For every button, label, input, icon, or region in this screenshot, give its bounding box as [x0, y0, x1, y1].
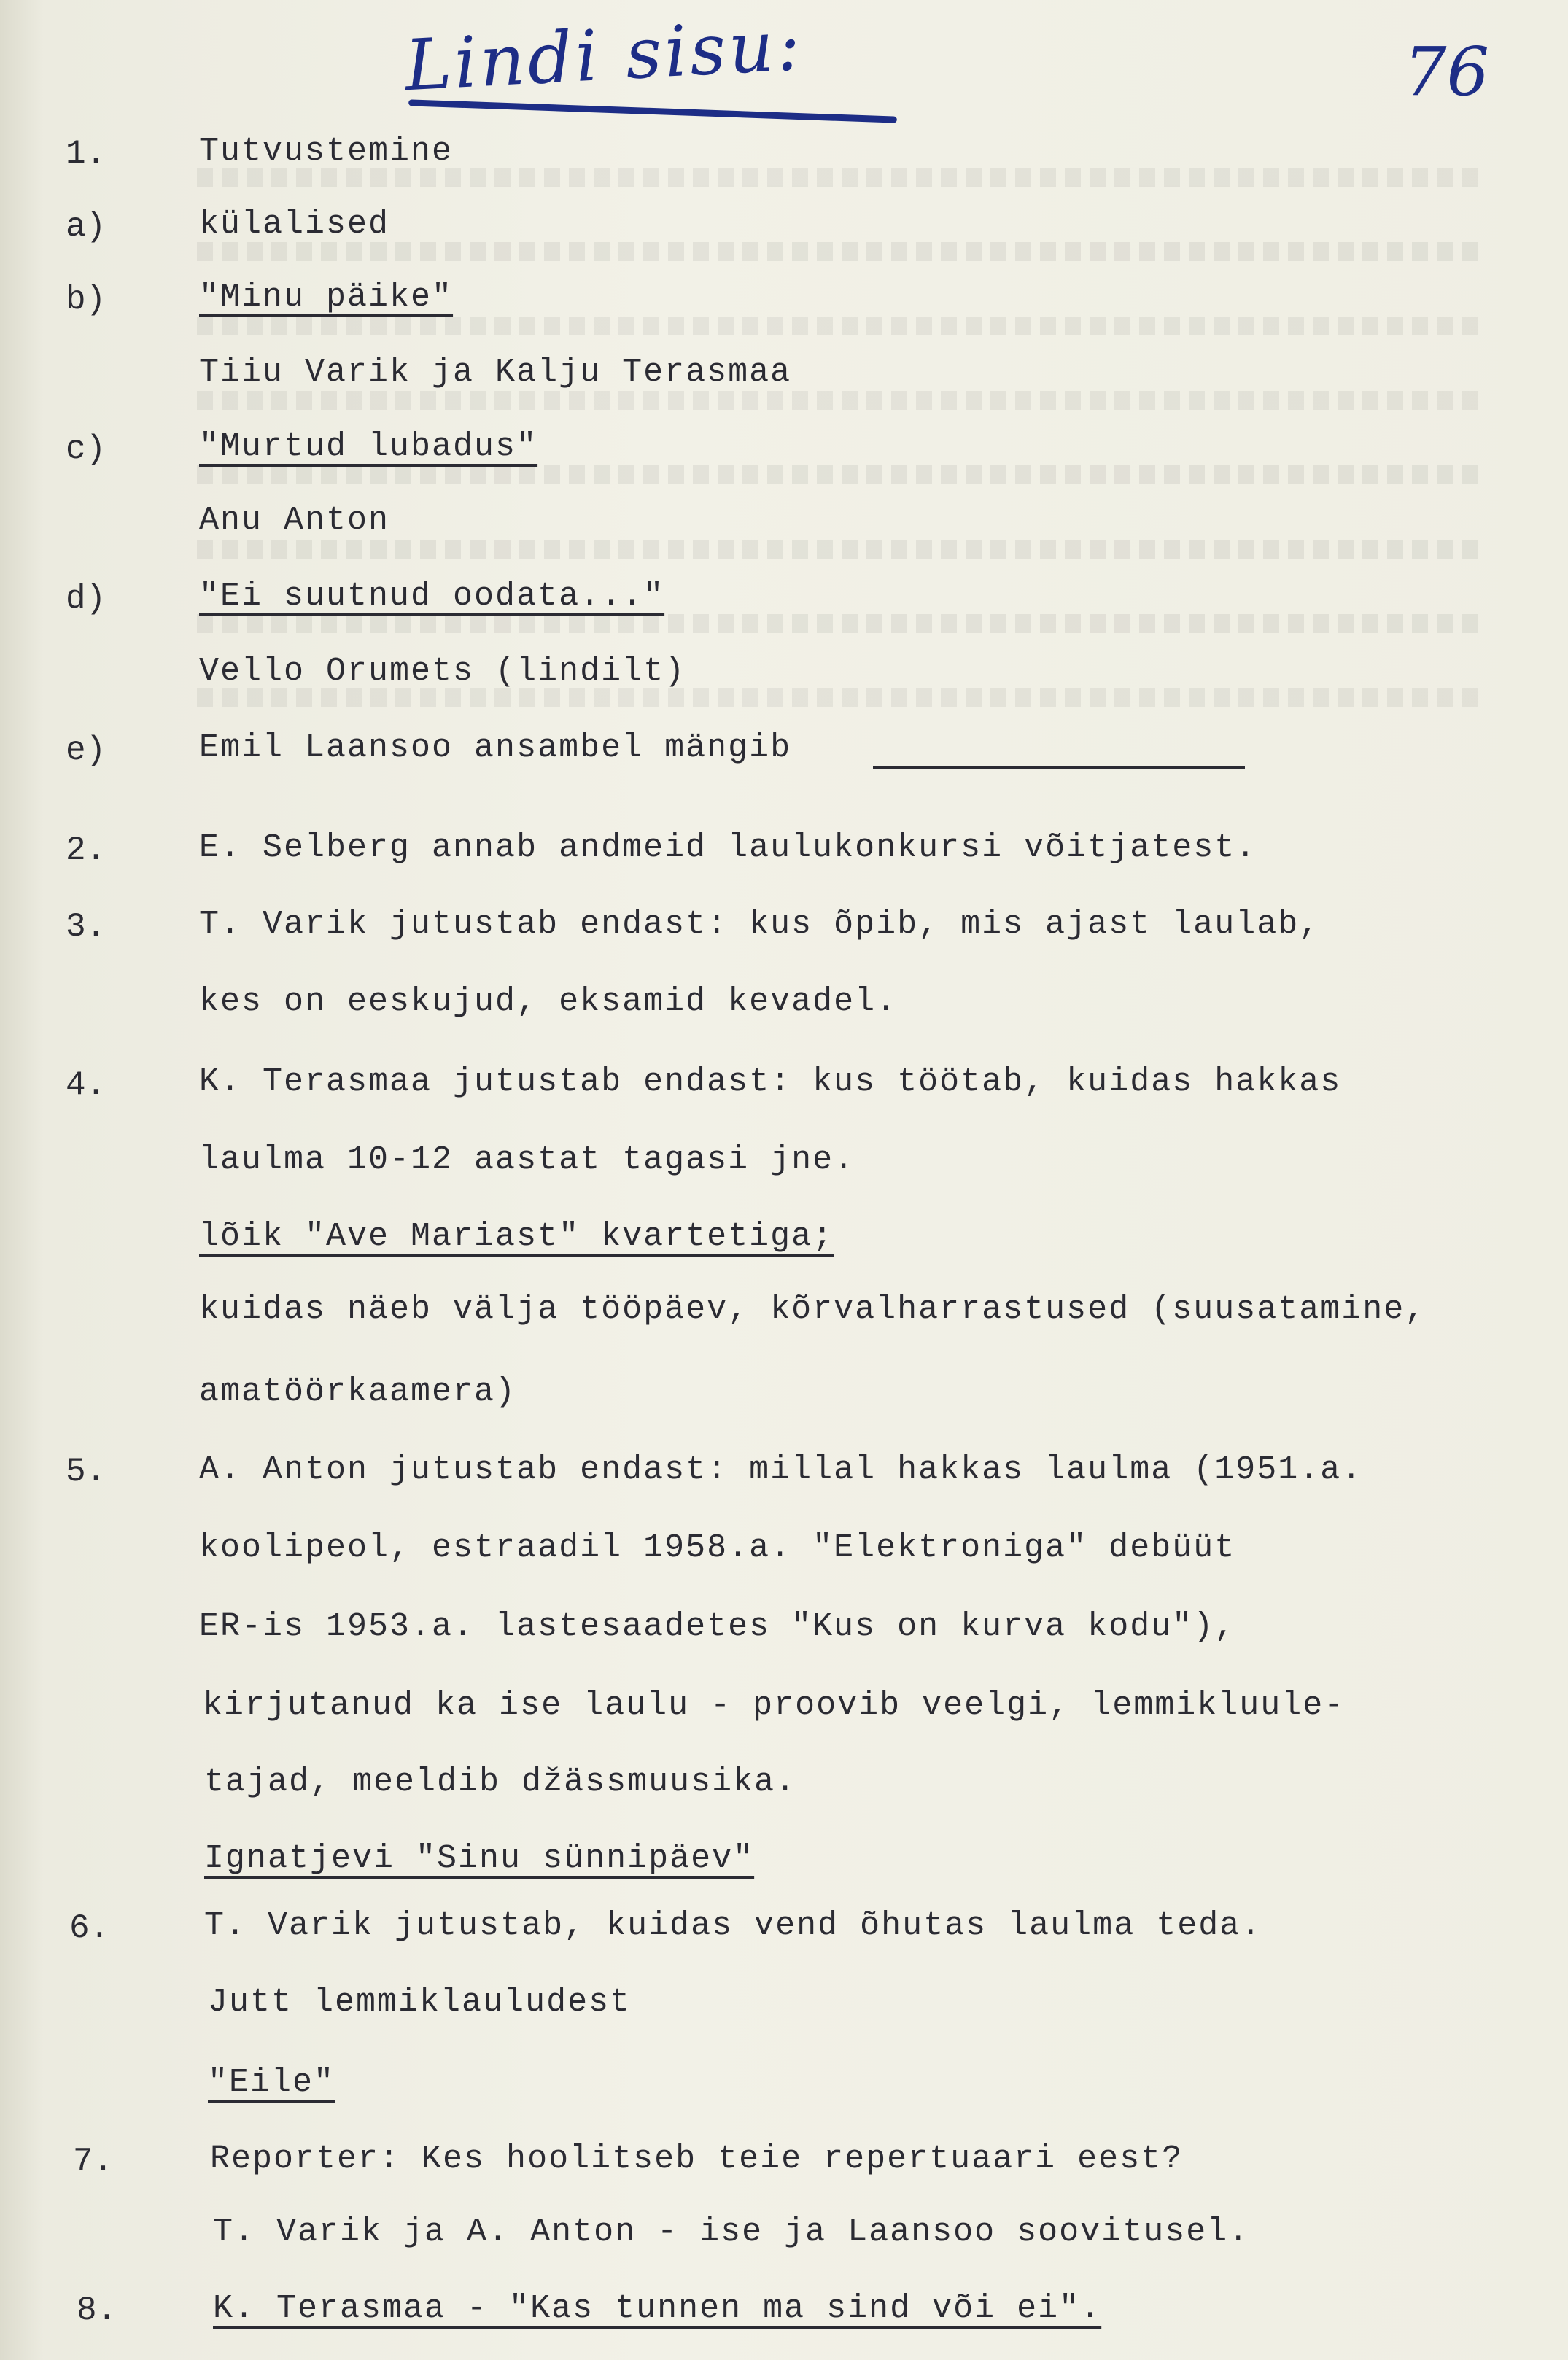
item-text: K. Terasmaa jutustab endast: kus töötab, kuidas hakkas: [199, 1063, 1342, 1101]
song-title: lõik "Ave Mariast" kvartetiga;: [199, 1218, 834, 1255]
item-marker: 2.: [66, 831, 106, 869]
item-marker: c): [66, 430, 106, 468]
song-title: "Minu päike": [199, 279, 454, 316]
item-marker: 5.: [66, 1453, 106, 1491]
item-text: laulma 10-12 aastat tagasi jne.: [199, 1141, 855, 1179]
bleed-through-text: [197, 168, 1480, 810]
title-underline: [408, 99, 897, 123]
item-text: ER-is 1953.a. lastesaadetes "Kus on kurva kodu"),: [199, 1608, 1236, 1645]
item-marker: 6.: [69, 1909, 110, 1947]
item-text: E. Selberg annab andmeid laulukonkursi võitjatest.: [199, 829, 1257, 866]
item-marker: 3.: [66, 908, 106, 946]
blank-fill-line: [873, 766, 1245, 769]
item-text: T. Varik jutustab, kuidas vend õhutas laulma teda.: [204, 1907, 1262, 1944]
item-text: tajad, meeldib džässmuusika.: [204, 1763, 797, 1801]
song-title: "Eile": [208, 2064, 335, 2101]
item-text: Emil Laansoo ansambel mängib: [199, 729, 792, 766]
item-marker: 4.: [66, 1066, 106, 1104]
item-text: Jutt lemmiklauludest: [208, 1984, 632, 2021]
item-text: kirjutanud ka ise laulu - proovib veelgi, lemmikluule-: [203, 1687, 1346, 1724]
item-text: külalised: [199, 206, 390, 243]
item-text: amatöörkaamera): [199, 1373, 517, 1410]
handwritten-page-number: 76: [1404, 33, 1490, 111]
item-marker: 8.: [77, 2291, 117, 2329]
item-marker: b): [66, 281, 106, 319]
song-title: "Ei suutnud oodata...": [199, 578, 665, 615]
handwritten-title: Lindi sisu:: [403, 4, 805, 107]
item-text: Anu Anton: [199, 502, 390, 539]
item-text: kuidas näeb välja tööpäev, kõrvalharrastused (suusatamine,: [199, 1291, 1427, 1328]
song-title: "Murtud lubadus": [199, 428, 538, 465]
item-text: koolipeol, estraadil 1958.a. "Elektroniga" debüüt: [199, 1529, 1236, 1567]
item-text: Tiiu Varik ja Kalju Terasmaa: [199, 354, 792, 391]
item-marker: 7.: [73, 2143, 114, 2181]
item-text: kes on eeskujud, eksamid kevadel.: [199, 983, 898, 1020]
song-title: Ignatjevi "Sinu sünnipäev": [204, 1840, 755, 1877]
item-text: A. Anton jutustab endast: millal hakkas laulma (1951.a.: [199, 1451, 1363, 1488]
item-marker: a): [66, 208, 106, 246]
item-text: Vello Orumets (lindilt): [199, 653, 686, 690]
item-text: T. Varik jutustab endast: kus õpib, mis ajast laulab,: [199, 906, 1321, 943]
song-title: K. Terasmaa - "Kas tunnen ma sind või ei".: [213, 2290, 1102, 2327]
item-text: T. Varik ja A. Anton - ise ja Laansoo soovitusel.: [213, 2213, 1250, 2251]
item-marker: e): [66, 731, 106, 769]
item-text: Tutvustemine: [199, 133, 454, 170]
item-marker: 1.: [66, 135, 106, 173]
item-text: Reporter: Kes hoolitseb teie repertuaari eest?: [210, 2140, 1184, 2178]
item-marker: d): [66, 580, 106, 618]
